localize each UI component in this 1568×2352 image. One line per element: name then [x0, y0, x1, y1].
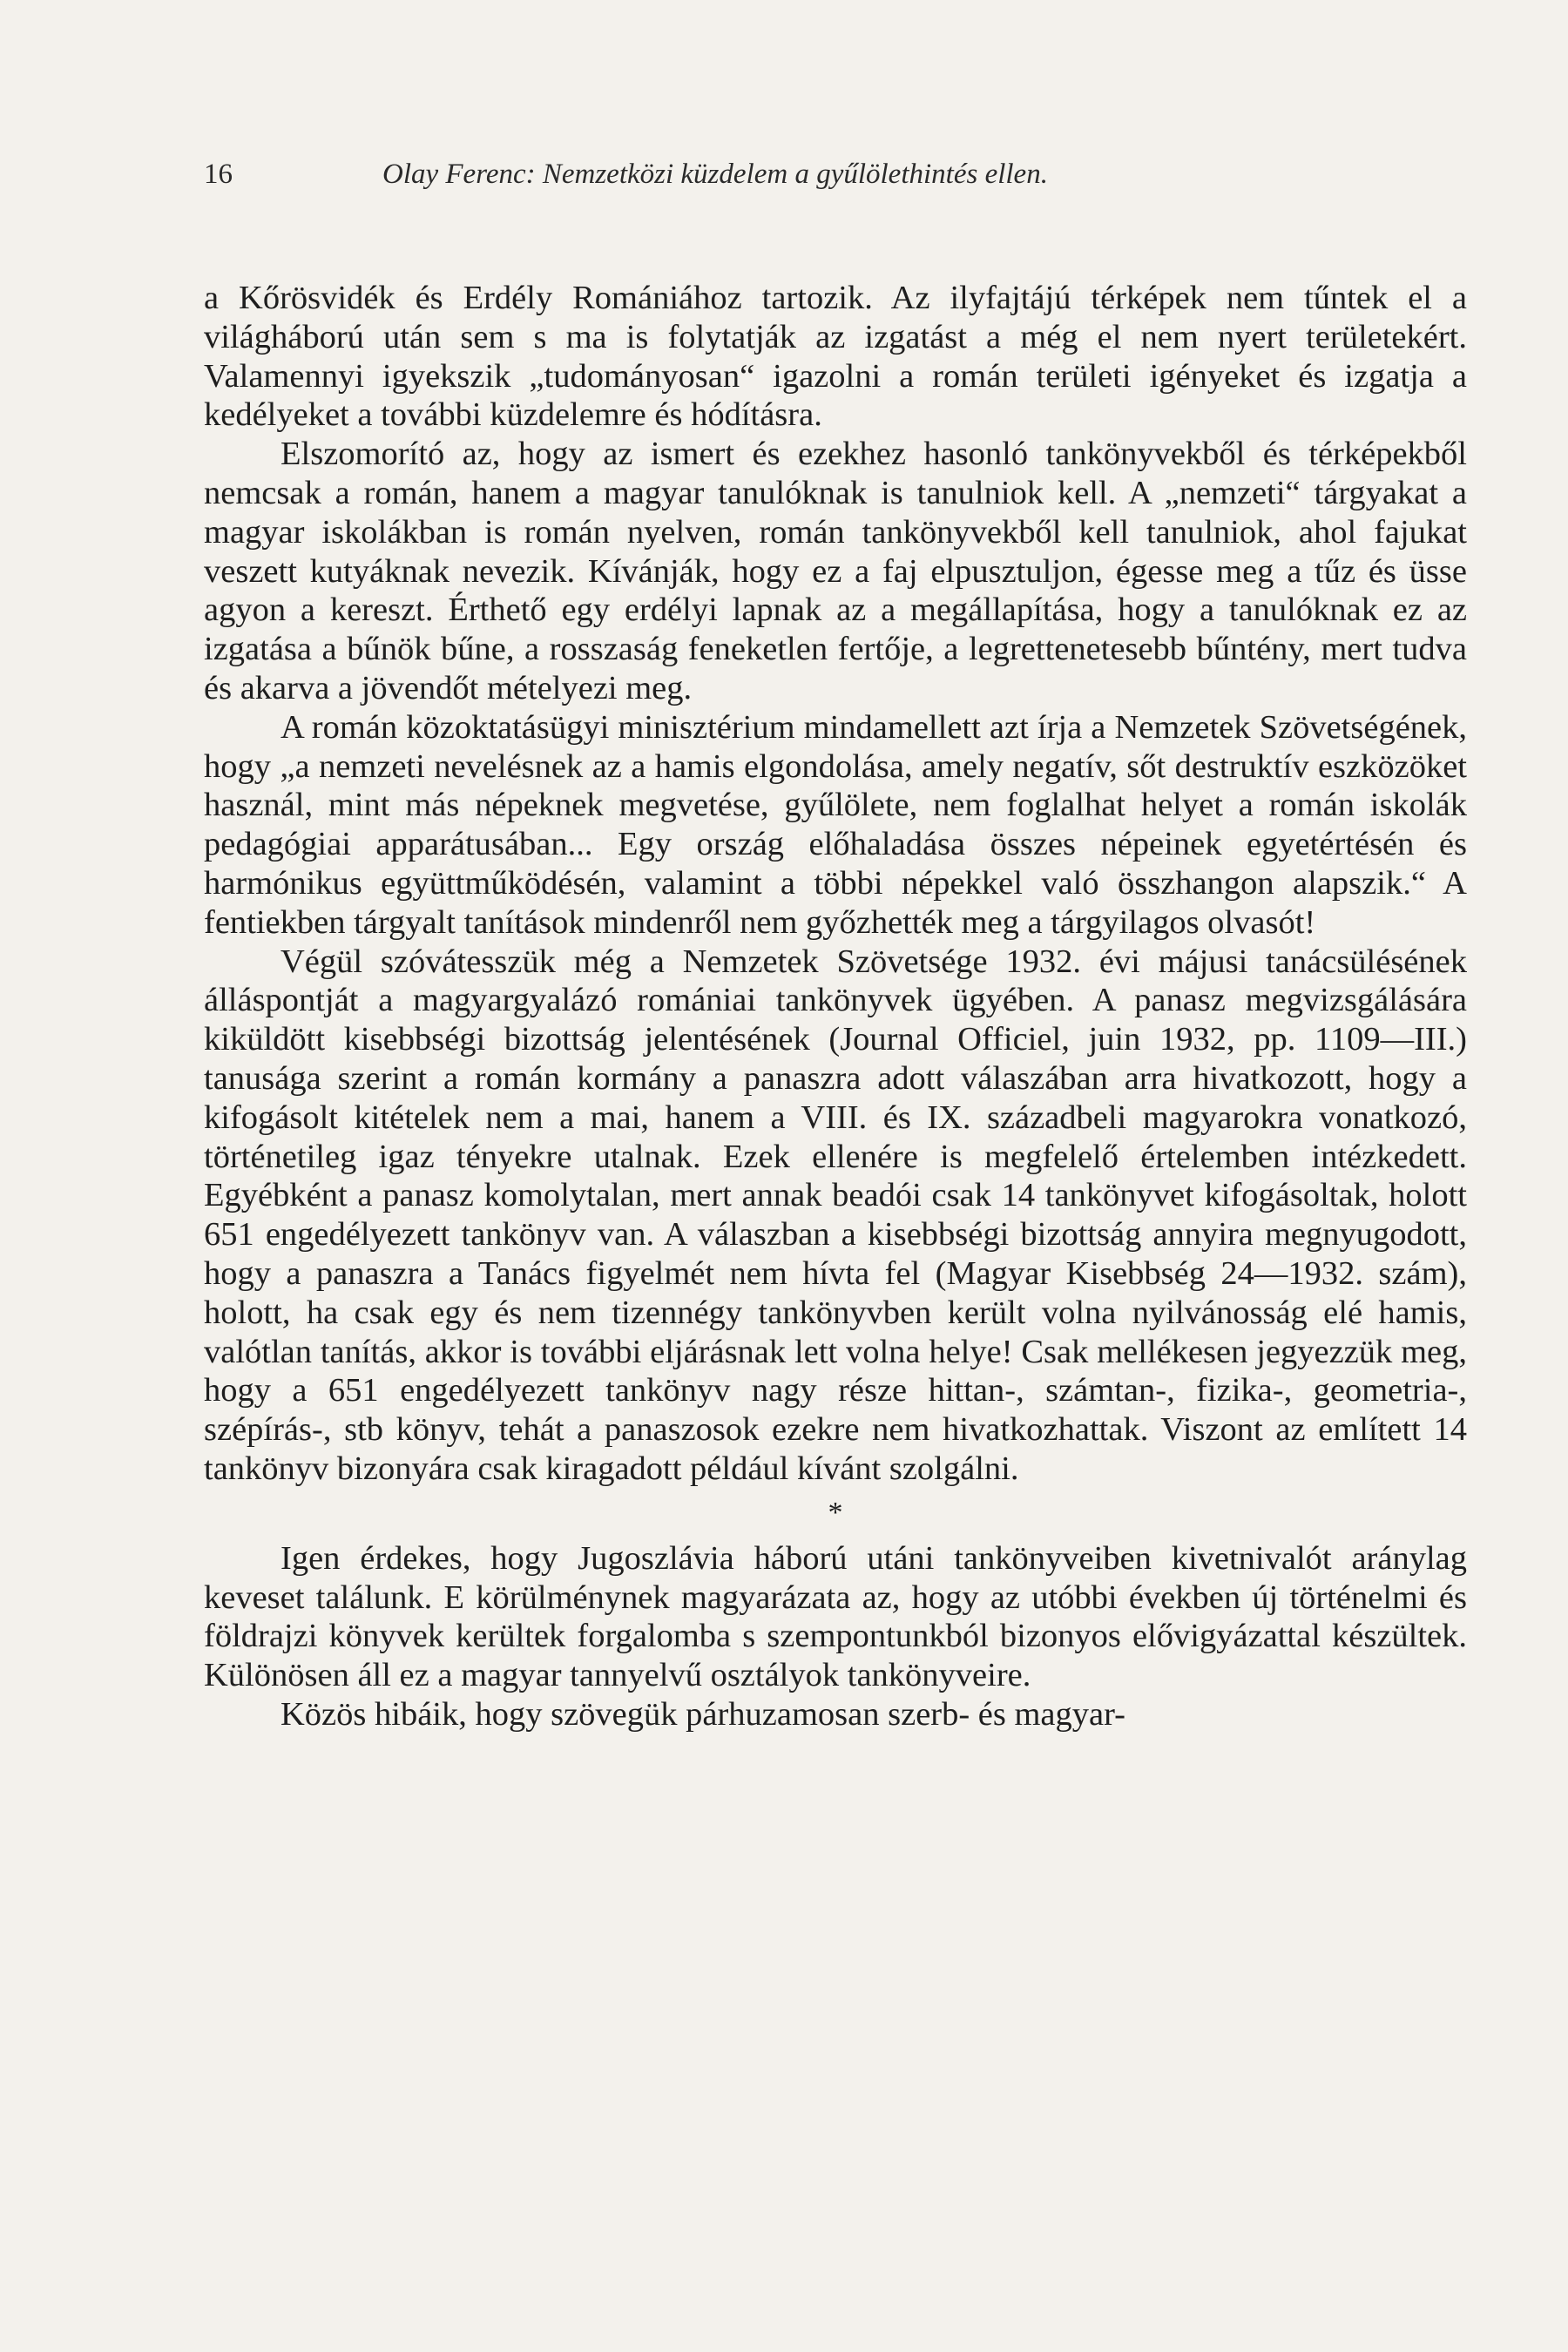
- paragraph-4: Végül szóvátesszük még a Nemzetek Szövetsége 1932. évi májusi tanácsülésének álláspontját a magyargyalázó romániai tankönyvek ügyében. A panasz megvizsgálására kiküldött kisebbségi bizottság jelentésének (Journal Officiel, juin 1932, pp. 1109—III.) tanusága szerint a román kormány a panaszra adott válaszában arra hivatkozott, hogy a kifogásolt kitételek nem a mai, hanem a VIII. és IX. századbeli magyarokra vonatkozó, történetileg igaz tényekre utalnak. Ezek ellenére is megfelelő értelemben intézkedett. Egyébként a panasz komolytalan, mert annak beadói csak 14 tankönyvet kifogásoltak, holott 651 engedélyezett tankönyv van. A válaszban a kisebbségi bizottság annyira megnyugodott, hogy a panaszra a Tanács figyelmét nem hívta fel (Magyar Kisebbség 24—1932. szám), holott, ha csak egy és nem tizennégy tankönyvben került volna nyilvánosság elé hamis, valótlan tanítás, akkor is további eljárásnak lett volna helye! Csak mellékesen jegyezzük meg, hogy a 651 engedélyezett tankönyv nagy része hittan-, számtan-, fizika-, geometria-, szépírás-, stb könyv, tehát a panaszosok ezekre nem hivatkozhattak. Viszont az említett 14 tankönyv bizonyára csak kiragadott például kívánt szolgálni.: [204, 943, 1467, 1487]
- paragraph-3: A román közoktatásügyi minisztérium mindamellett azt írja a Nemzetek Szövetségének, hogy „a nemzeti nevelésnek az a hamis elgondolása, amely negatív, sőt destruktív eszközöket használ, mint más népeknek megvetése, gyűlölete, nem foglalhat helyet a román iskolák pedagógiai apparátusában... Egy ország előhaladása összes népeinek egyetértésén és harmónikus együttműködésén, valamint a többi népekkel való összhangon alapszik.“ A fentiekben tárgyalt tanítások mindenről nem győzhették meg a tárgyilagos olvasót!: [204, 708, 1467, 941]
- page-number: 16: [204, 159, 233, 190]
- paragraph-6: Közös hibáik, hogy szövegük párhuzamosan szerb- és magyar-: [280, 1695, 1125, 1733]
- body-text: [204, 279, 1467, 1734]
- paragraph-1: a Kőrösvidék és Erdély Romániához tartozik. Az ilyfajtájú térképek nem tűntek el a világháború után sem s ma is folytatják az izgatást a még el nem nyert területekért. Valamennyi igyekszik „tudományosan“ igazolni a román területi igényeket és izgatja a kedélyeket a további küzdelemre és hódításra.: [204, 280, 1467, 434]
- section-separator: *: [828, 1496, 843, 1529]
- paragraph-2: Elszomorító az, hogy az ismert és ezekhez hasonló tankönyvekből és térképekből nemcsak a román, hanem a magyar tanulóknak is tanulniok kell. A „nemzeti“ tárgyakat a magyar iskolákban is román nyelven, román tankönyvekből kell tanulniok, ahol fajukat veszett kutyáknak nevezik. Kívánják, hogy ez a faj elpusztuljon, égesse meg a tűz és üsse agyon a kereszt. Érthető egy erdélyi lapnak az a megállapítása, hogy a tanulóknak ez az izgatása a bűnök bűne, a rosszaság feneketlen fertője, a legrettenetesebb bűntény, mert tudva és akarva a jövendőt mételyezi meg.: [204, 436, 1467, 706]
- running-title: Olay Ferenc: Nemzetközi küzdelem a gyűlölethintés ellen.: [382, 159, 1048, 190]
- paragraph-5: Igen érdekes, hogy Jugoszlávia háború utáni tankönyveiben kivetnivalót aránylag keveset találunk. E körülménynek magyarázata az, hogy az utóbbi években új történelmi és földrajzi könyvek kerültek forgalomba s szempontunkból bizonyos elővigyázattal készültek. Különösen áll ez a magyar tannyelvű osztályok tankönyveire.: [204, 1539, 1467, 1694]
- page-header: [204, 152, 1467, 196]
